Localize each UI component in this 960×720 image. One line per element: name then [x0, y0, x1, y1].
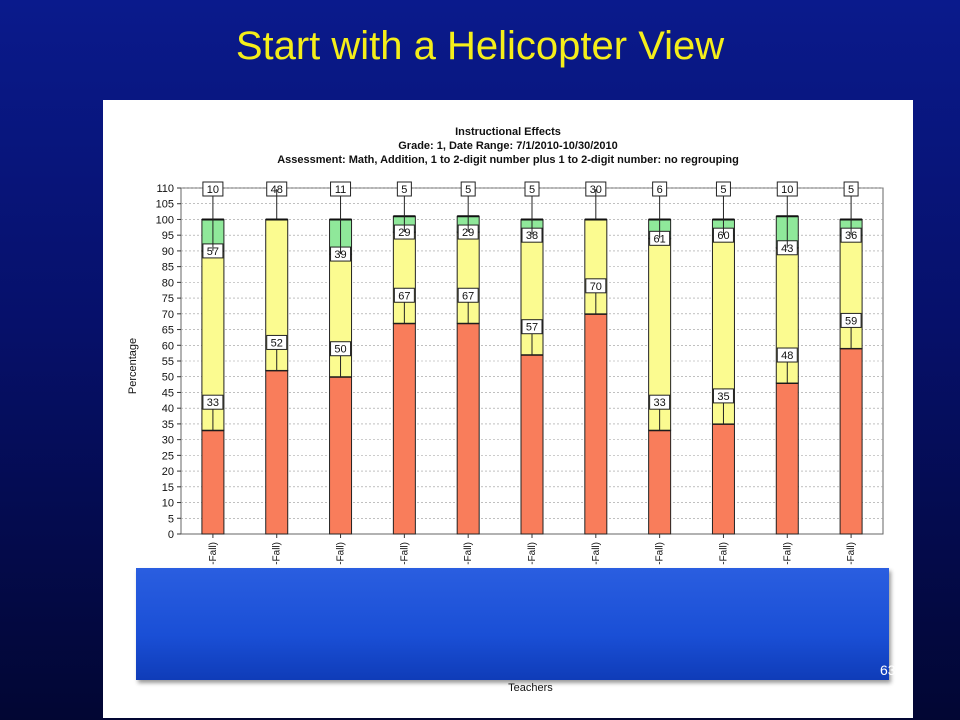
y-tick-label: 90	[161, 245, 174, 258]
data-label-yellow: 43	[781, 242, 794, 255]
y-tick-label: 5	[167, 513, 174, 526]
y-tick-label: 45	[161, 387, 174, 400]
y-tick-label: 105	[155, 198, 174, 211]
y-axis-label: Percentage	[127, 337, 139, 395]
y-tick-label: 15	[161, 481, 174, 494]
data-label-yellow: 38	[525, 230, 539, 243]
data-label-green: 5	[528, 184, 536, 196]
bar-segment-red	[393, 323, 415, 534]
y-tick-label: 35	[161, 418, 174, 431]
y-tick-label: 65	[161, 324, 174, 337]
slide-number: 63	[880, 662, 896, 678]
data-label-yellow: 36	[844, 230, 858, 243]
data-label-red: 57	[525, 321, 539, 334]
bar-segment-red	[266, 370, 288, 534]
data-label-green: 10	[781, 184, 794, 196]
y-tick-label: 25	[161, 450, 174, 463]
bar-segment-red	[840, 348, 862, 534]
y-tick-label: 55	[161, 356, 174, 368]
y-tick-label: 0	[167, 529, 174, 541]
y-tick-label: 50	[161, 371, 174, 384]
bar-segment-red	[649, 430, 671, 534]
y-tick-label: 110	[156, 183, 174, 195]
y-tick-label: 80	[161, 277, 174, 290]
data-label-yellow: 57	[206, 245, 220, 258]
data-label-green: 5	[465, 184, 472, 196]
x-tick-label: -Fall)	[207, 542, 219, 565]
y-tick-label: 95	[161, 230, 174, 243]
data-label-yellow: 29	[398, 227, 411, 240]
x-tick-label: -Fall)	[463, 542, 475, 565]
data-label-yellow: 61	[653, 233, 666, 246]
data-label-red: 67	[398, 290, 411, 303]
y-tick-label: 40	[161, 403, 174, 416]
chart-subtitle-assessment: Assessment: Math, Addition, 1 to 2-digit number plus 1 to 2-digit number: no regrouping	[277, 154, 739, 166]
data-label-yellow: 48	[270, 184, 283, 196]
data-label-green: 5	[720, 184, 727, 196]
y-tick-label: 60	[161, 340, 174, 353]
data-label-red: 59	[844, 315, 858, 328]
bar-segment-red	[457, 323, 479, 534]
x-tick-label: -Fall)	[846, 542, 858, 565]
y-tick-label: 10	[161, 497, 174, 510]
bar-segment-red	[202, 430, 224, 534]
x-tick-label: -Fall)	[527, 542, 538, 565]
y-tick-label: 100	[155, 214, 174, 227]
bar-segment-red	[521, 355, 543, 534]
x-tick-label: -Fall)	[654, 542, 666, 565]
data-label-green: 6	[656, 184, 663, 196]
data-label-red: 33	[653, 397, 666, 410]
y-tick-label: 75	[161, 293, 174, 306]
x-axis-label: Teachers	[508, 682, 553, 694]
bar-segment-red	[330, 377, 352, 534]
data-label-yellow: 29	[462, 227, 475, 240]
data-label-red: 70	[589, 280, 602, 293]
blue-overlay-box	[136, 568, 889, 680]
data-label-red: 48	[781, 350, 794, 363]
data-label-red: 67	[462, 290, 475, 303]
bar-segment-red	[712, 424, 734, 534]
data-label-green: 11	[334, 184, 347, 196]
x-tick-label: -Fall)	[399, 542, 411, 565]
y-tick-label: 30	[161, 434, 174, 447]
data-label-red: 35	[717, 390, 730, 403]
y-tick-label: 20	[161, 466, 174, 479]
y-tick-label: 85	[161, 261, 174, 274]
data-label-red: 50	[334, 343, 347, 356]
data-label-green: 5	[848, 184, 855, 196]
data-label-red: 52	[270, 337, 283, 350]
data-label-yellow: 30	[589, 184, 602, 196]
chart-subtitle-date: Grade: 1, Date Range: 7/1/2010-10/30/2010	[398, 140, 618, 152]
data-label-red: 33	[206, 397, 220, 410]
slide-title: Start with a Helicopter View	[235, 24, 725, 68]
data-label-yellow: 60	[717, 230, 730, 243]
data-label-green: 10	[206, 184, 220, 196]
x-tick-label: -Fall)	[590, 542, 602, 565]
x-tick-label: -Fall)	[782, 542, 794, 565]
x-tick-label: -Fall)	[271, 542, 283, 565]
x-tick-label: -Fall)	[335, 542, 347, 565]
bar-segment-red	[585, 314, 607, 534]
bar-segment-red	[776, 383, 798, 534]
y-tick-label: 70	[161, 308, 174, 321]
data-label-yellow: 39	[334, 249, 347, 262]
data-label-green: 5	[401, 184, 408, 196]
chart-title: Instructional Effects	[455, 126, 561, 138]
x-tick-label: -Fall)	[718, 542, 730, 565]
